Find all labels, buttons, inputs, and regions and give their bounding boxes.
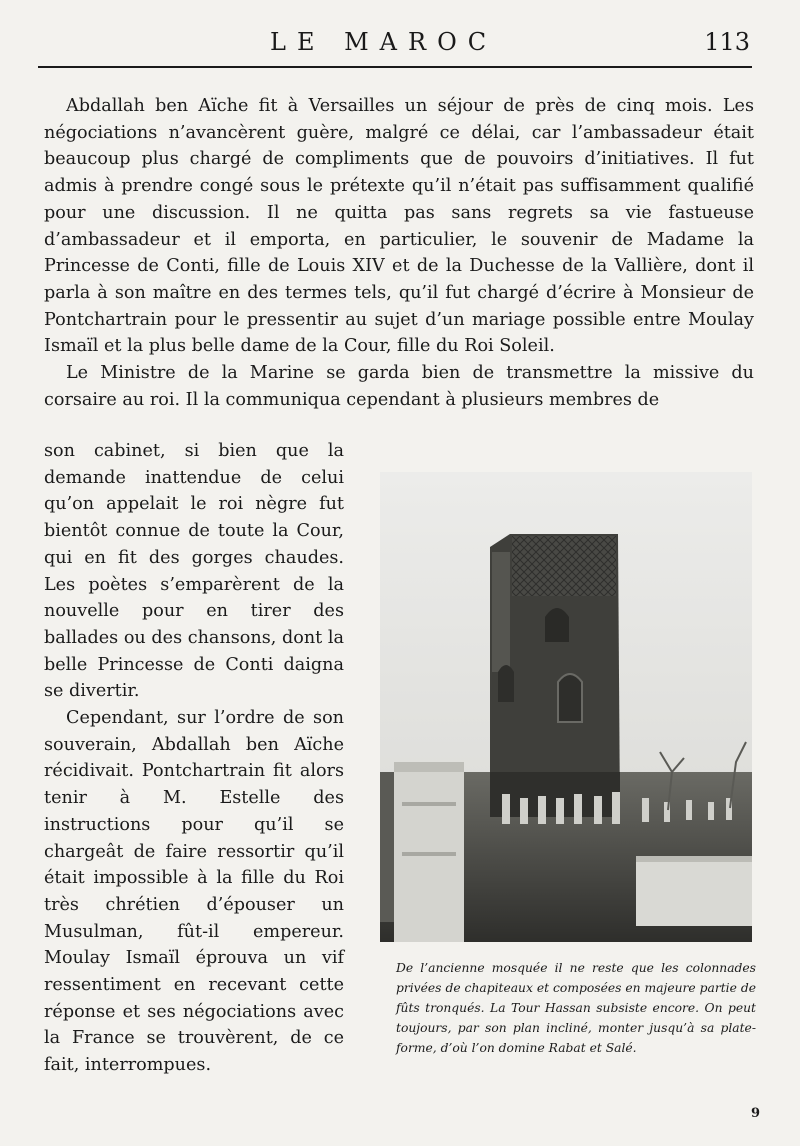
full-width-text <box>44 93 754 413</box>
figure-caption <box>396 958 756 1058</box>
figure <box>380 472 752 942</box>
paragraph-2-end: son cabinet, si bien que la demande inattendue de celui qu’on appelait le roi nègre fut bientôt connue de toute la Cour, qui en fit des gorges chaudes. Les poètes s’emparèrent de la nouvelle pour en tirer des ballades ou des chansons, dont la belle Princesse de Conti daigna se divertir. <box>44 441 344 702</box>
page-header <box>38 26 754 66</box>
paragraph-3: Cependant, sur l’ordre de son souverain, Abdallah ben Aïche récidivait. Pontchartrain fit alors tenir à M. Estelle des instructions pour qu’il se chargeât de faire ressortir qu’il était impossible à la fille du Roi très chrétien d’épouser un Musulman, fût-il empereur. Moulay Ismaïl éprouva un vif ressentiment en recevant cette réponse et ses négociations avec la France se trouvèrent, de ce fait, interrompues. <box>44 708 344 1076</box>
paragraph-2-start: Le Ministre de la Marine se garda bien de transmettre la missive du corsaire au roi. Il la communiqua cependant à plusieurs membres de <box>44 363 754 410</box>
tour-hassan-illustration <box>380 472 752 942</box>
caption-text: De l’ancienne mosquée il ne reste que les colonnades privées de chapiteaux et composées en majeure partie de fûts tronqués. La Tour Hassan subsiste encore. On peut toujours, par son plan incliné, monter jusqu’à sa plate-forme, d’où l’on domine Rabat et Salé. <box>396 961 756 1055</box>
page-number: 113 <box>704 28 750 56</box>
header-rule <box>38 66 752 68</box>
tour-hassan-photo <box>380 472 752 942</box>
narrow-column-text <box>44 438 344 1079</box>
signature-mark: 9 <box>750 1106 760 1121</box>
running-title: LE MAROC <box>270 28 498 56</box>
paragraph-1: Abdallah ben Aïche fit à Versailles un séjour de près de cinq mois. Les négociations n’avancèrent guère, malgré ce délai, car l’ambassadeur était beaucoup plus chargé de compliments que de pouvoirs d’initiatives. Il fut admis à prendre congé sous le prétexte qu’il n’était pas suffisamment qualifié pour une discussion. Il ne quitta pas sans regrets sa vie fastueuse d’ambassadeur et il emporta, en particulier, le souvenir de Madame la Princesse de Conti, fille de Louis XIV et de la Duchesse de la Vallière, dont il parla à son maître en des termes tels, qu’il fut chargé d’écrire à Monsieur de Pontchartrain pour le pressentir au sujet d’un mariage possible entre Moulay Ismaïl et la plus belle dame de la Cour, fille du Roi Soleil. <box>44 96 754 357</box>
